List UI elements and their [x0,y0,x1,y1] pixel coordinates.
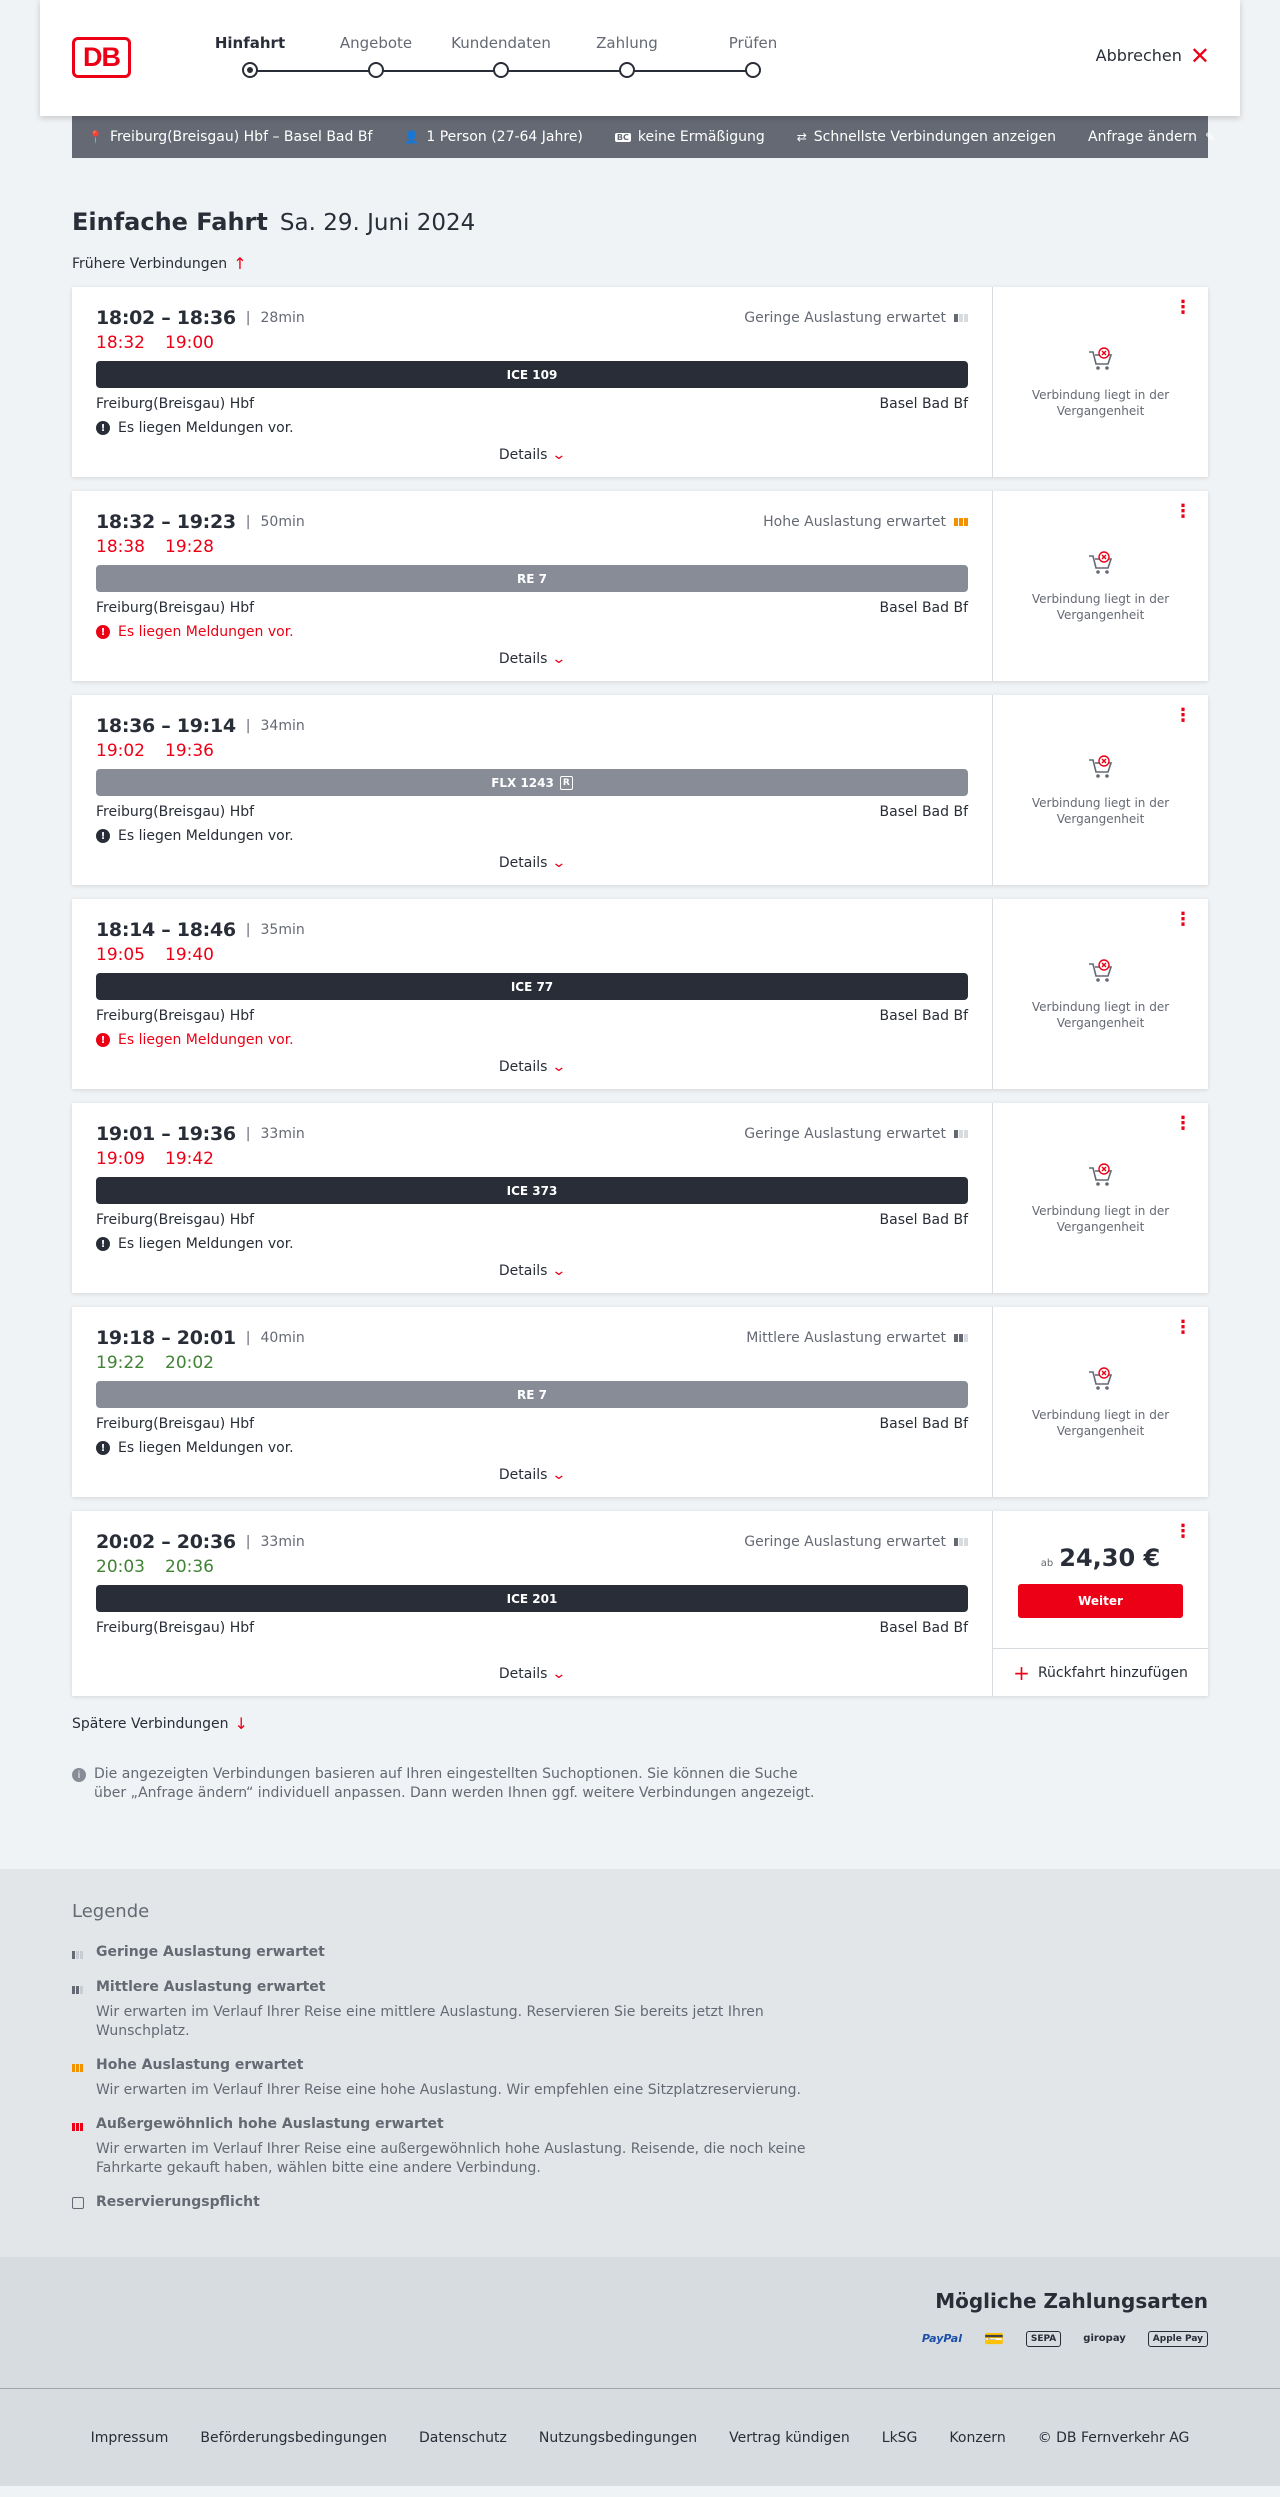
duration: 33min [260,1534,305,1550]
page-title: Einfache Fahrt [72,208,268,236]
step-label: Hinfahrt [214,34,286,52]
cart-unavailable-icon [1086,957,1116,987]
cart-unavailable-icon [1086,345,1116,375]
alert-icon: ! [96,625,110,639]
plus-icon: + [1013,1660,1030,1685]
details-label: Details [498,1666,548,1682]
details-toggle[interactable] [72,1263,992,1279]
earlier-label: Frühere Verbindungen [72,255,228,272]
applepay-icon: Apple Pay [1148,2331,1208,2347]
continue-button[interactable]: Weiter [1018,1584,1183,1618]
later-label: Spätere Verbindungen [72,1715,229,1732]
chevron-down-icon: ⌄ [551,855,567,871]
scheduled-times: 18:36 – 19:14 [96,715,236,737]
origin-station: Freiburg(Breisgau) Hbf [96,396,255,412]
earlier-connections-link[interactable] [72,254,1208,273]
legend-item-desc: Wir erwarten im Verlauf Ihrer Reise eine mittlere Auslastung. Reservieren Sie bereits jetzt Ihren Wunschplatz. [96,2004,764,2039]
scheduled-times: 19:01 – 19:36 [96,1123,236,1145]
actual-departure: 19:05 [96,945,145,965]
actual-arrival: 19:42 [165,1149,214,1169]
footer-link-impressum[interactable]: Impressum [90,2429,169,2446]
details-toggle[interactable] [72,447,992,463]
train-bar[interactable] [96,361,968,388]
footer-link-nutzung[interactable]: Nutzungsbedingungen [538,2429,698,2446]
load-text: Hohe Auslastung erwartet [763,514,946,530]
persons-text: 1 Person (27-64 Jahre) [426,129,583,145]
chevron-down-icon: ⌄ [551,1666,567,1682]
actual-departure: 19:02 [96,741,145,761]
details-toggle[interactable] [72,1666,992,1682]
alert-icon: ! [96,829,110,843]
load-low-icon [954,1538,968,1546]
price-prefix: ab [1040,1557,1054,1569]
cart-unavailable-icon [1086,1161,1116,1191]
separator: | [245,514,251,530]
progress-steps [210,34,778,84]
load-indicator [744,1126,968,1142]
separator: | [245,922,251,938]
connection-card[interactable] [72,491,1208,681]
notice-text: Es liegen Meldungen vor. [118,1440,294,1456]
legend-item-low [72,1944,1208,1963]
footer [0,2388,1280,2486]
train-bar[interactable] [96,1177,968,1204]
footer-link-datenschutz[interactable]: Datenschutz [418,2429,507,2446]
origin-station: Freiburg(Breisgau) Hbf [96,600,255,616]
step-hinfahrt [190,34,310,78]
destination-station: Basel Bad Bf [879,1212,968,1228]
main-content [72,208,1208,1803]
payment-title: Mögliche Zahlungsarten [935,2289,1208,2313]
details-label: Details [498,1059,548,1075]
later-connections-link[interactable] [72,1714,1208,1733]
payment-methods [72,2329,1208,2348]
scheduled-times: 18:32 – 19:23 [96,511,236,533]
footer-link-kuendigen[interactable]: Vertrag kündigen [729,2429,850,2446]
destination-station: Basel Bad Bf [879,1620,968,1636]
actual-departure: 19:22 [96,1353,145,1373]
actual-arrival: 19:00 [165,333,214,353]
realtime-times [96,1149,968,1171]
connection-card[interactable] [72,1307,1208,1497]
legend-section [0,1869,1280,2257]
actual-arrival: 19:28 [165,537,214,557]
details-label: Details [498,651,548,667]
return-label: Rückfahrt hinzufügen [1037,1664,1188,1681]
sepa-icon: SEPA [1026,2331,1061,2347]
location-pin-icon: 📍 [88,130,103,144]
actual-arrival: 20:02 [165,1353,214,1373]
load-text: Mittlere Auslastung erwartet [746,1330,946,1346]
footer-link-befoerderung[interactable]: Beförderungsbedingungen [200,2429,387,2446]
details-label: Details [498,855,548,871]
more-options-icon[interactable]: ⋮ [1174,297,1192,318]
train-label: FLX 1243 [491,775,554,790]
actual-arrival: 19:40 [165,945,214,965]
more-options-icon[interactable]: ⋮ [1174,501,1192,522]
query-discount [615,129,765,145]
separator: | [245,310,251,326]
step-dot [242,62,258,78]
train-label: RE 7 [517,1387,547,1402]
footer-link-lksg[interactable]: LkSG [881,2429,918,2446]
payment-section [0,2257,1280,2388]
legend-item-title: Außergewöhnlich hohe Auslastung erwartet [96,2116,444,2132]
notice-message[interactable] [96,624,968,640]
bahncard-icon: BC [616,132,629,142]
creditcard-icon: 💳 [983,2329,1004,2348]
notice-message[interactable] [96,1032,968,1048]
notice-message[interactable] [96,1440,968,1456]
more-options-icon[interactable]: ⋮ [1174,1317,1192,1338]
legend-item-xhigh [72,2116,1208,2178]
step-kundendaten [441,34,561,78]
more-options-icon[interactable]: ⋮ [1174,909,1192,930]
past-connection-text: Verbindung liegt in der Vergangenheit [1031,1204,1170,1234]
duration: 50min [260,514,305,530]
chevron-down-icon: ⌄ [551,447,567,463]
load-extreme-icon [72,2123,83,2131]
step-zahlung [567,34,687,78]
cart-unavailable-icon [1086,1365,1116,1395]
actual-arrival: 19:36 [165,741,214,761]
discount-text: keine Ermäßigung [637,129,765,145]
load-low-icon [954,1130,968,1138]
load-mid-icon [954,1334,968,1342]
fastest-connections-link[interactable] [797,129,1056,145]
legend-item-desc: Wir erwarten im Verlauf Ihrer Reise eine außergewöhnlich hohe Auslastung. Reisende, die noch keine Fahrkarte gekauft haben, wählen bitte eine andere Verbindung. [96,2141,806,2176]
connection-card[interactable] [72,695,1208,885]
legend-item-reservation [72,2194,1208,2213]
step-label: Kundendaten [451,34,551,52]
connection-card[interactable] [72,287,1208,477]
cancel-label: Abbrechen [1095,46,1182,65]
separator: | [245,718,251,734]
price [1041,1544,1160,1572]
train-bar[interactable] [96,769,968,796]
alert-icon: ! [96,1441,110,1455]
more-options-icon[interactable]: ⋮ [1174,705,1192,726]
notice-message[interactable] [96,828,968,844]
connection-card[interactable] [72,899,1208,1089]
pencil-icon: ✎ [1205,130,1216,144]
actual-departure: 18:38 [96,537,145,557]
destination-station: Basel Bad Bf [879,1416,968,1432]
load-high-icon [72,2064,83,2072]
giropay-icon: giropay [1083,2333,1126,2344]
arrow-up-icon: ↑ [233,254,247,273]
load-low-icon [72,1951,83,1959]
step-dot [745,62,761,78]
past-connection-text: Verbindung liegt in der Vergangenheit [1031,1000,1170,1030]
cart-unavailable-icon [1086,753,1116,783]
details-label: Details [498,1263,548,1279]
notice-text: Es liegen Meldungen vor. [118,828,294,844]
duration: 34min [260,718,305,734]
load-text: Geringe Auslastung erwartet [744,1126,946,1142]
db-logo[interactable]: DB [72,37,131,78]
step-dot [619,62,635,78]
past-connection-text: Verbindung liegt in der Vergangenheit [1031,592,1170,622]
train-bar[interactable] [96,565,968,592]
notice-message[interactable] [96,1236,968,1252]
legend-item-desc: Wir erwarten im Verlauf Ihrer Reise eine hohe Auslastung. Wir empfehlen eine Sitzplatzreservierung. [96,2082,801,2098]
info-note [72,1765,832,1803]
details-toggle[interactable] [72,855,992,871]
legend-item-title: Mittlere Auslastung erwartet [96,1979,326,1995]
legend-item-mid [72,1979,1208,2041]
reservation-icon: R [560,776,573,790]
realtime-times [96,741,968,763]
destination-station: Basel Bad Bf [879,804,968,820]
step-label: Angebote [339,34,413,52]
train-label: ICE 109 [506,367,558,382]
details-toggle[interactable] [72,1467,992,1483]
chevron-down-icon: ⌄ [551,1467,567,1483]
origin-station: Freiburg(Breisgau) Hbf [96,1620,255,1636]
notice-text: Es liegen Meldungen vor. [118,1236,294,1252]
duration: 40min [260,1330,305,1346]
reservation-icon [72,2197,84,2209]
scheduled-times: 18:14 – 18:46 [96,919,236,941]
actual-arrival: 20:36 [165,1557,214,1577]
load-high-icon [954,518,968,526]
footer-link-konzern[interactable]: Konzern [949,2429,1006,2446]
actual-departure: 20:03 [96,1557,145,1577]
alert-icon: ! [96,421,110,435]
load-low-icon [954,314,968,322]
realtime-times [96,1557,968,1579]
load-mid-icon [72,1986,83,1994]
load-indicator [763,514,968,530]
duration: 35min [260,922,305,938]
load-text: Geringe Auslastung erwartet [744,310,946,326]
separator: | [245,1330,251,1346]
query-bar [72,116,1216,158]
legend-title: Legende [72,1901,150,1922]
details-label: Details [498,1467,548,1483]
load-indicator [744,310,968,326]
page-title-row [72,208,1208,236]
origin-station: Freiburg(Breisgau) Hbf [96,804,255,820]
arrow-down-icon: ↓ [234,1714,248,1733]
legend-item-title: Geringe Auslastung erwartet [96,1944,325,1960]
more-options-icon[interactable]: ⋮ [1174,1521,1192,1542]
connection-card[interactable] [72,1511,1208,1696]
connection-card[interactable] [72,1103,1208,1293]
destination-station: Basel Bad Bf [879,396,968,412]
step-pruefen [693,34,813,78]
train-label: ICE 201 [506,1591,558,1606]
add-return-button[interactable] [993,1648,1208,1696]
details-toggle[interactable] [72,1059,992,1075]
info-text: Die angezeigten Verbindungen basieren auf Ihren eingestellten Suchoptionen. Sie können die Suche über „Anfrage ändern“ individuell anpassen. Dann werden Ihnen ggf. weitere Verbindungen angezeigt. [94,1766,815,1801]
actual-departure: 18:32 [96,333,145,353]
scheduled-times: 19:18 – 20:01 [96,1327,236,1349]
realtime-times [96,945,968,967]
legend-item-high [72,2057,1208,2100]
realtime-times [96,1353,968,1375]
footer-copyright: © DB Fernverkehr AG [1037,2429,1190,2446]
train-bar[interactable] [96,973,968,1000]
swap-arrows-icon: ⇄ [796,130,807,144]
info-icon: i [72,1768,86,1782]
past-connection-text: Verbindung liegt in der Vergangenheit [1031,1408,1170,1438]
actual-departure: 19:09 [96,1149,145,1169]
realtime-times [96,537,968,559]
more-options-icon[interactable]: ⋮ [1174,1113,1192,1134]
close-icon: ✕ [1189,41,1210,70]
notice-text: Es liegen Meldungen vor. [118,1032,294,1048]
notice-text: Es liegen Meldungen vor. [118,624,294,640]
details-label: Details [498,447,548,463]
change-text: Anfrage ändern [1088,129,1198,145]
past-connection-text: Verbindung liegt in der Vergangenheit [1031,388,1170,418]
alert-icon: ! [96,1033,110,1047]
train-label: ICE 373 [506,1183,558,1198]
chevron-down-icon: ⌄ [551,651,567,667]
scheduled-times: 18:02 – 18:36 [96,307,236,329]
paypal-icon: PayPal [921,2332,962,2345]
step-dot [493,62,509,78]
separator: | [245,1534,251,1550]
duration: 28min [260,310,305,326]
train-label: ICE 77 [510,979,554,994]
query-route [88,129,372,145]
step-label: Prüfen [728,34,778,52]
origin-station: Freiburg(Breisgau) Hbf [96,1416,255,1432]
details-toggle[interactable] [72,651,992,667]
load-indicator [746,1330,968,1346]
connection-list [72,287,1208,1696]
destination-station: Basel Bad Bf [879,1008,968,1024]
notice-message[interactable] [96,420,968,436]
separator: | [245,1126,251,1142]
step-label: Zahlung [596,34,658,52]
duration: 33min [260,1126,305,1142]
price-value: 24,30 € [1059,1543,1161,1572]
chevron-down-icon: ⌄ [551,1059,567,1075]
origin-station: Freiburg(Breisgau) Hbf [96,1212,255,1228]
query-persons [404,129,583,145]
legend-item-title: Hohe Auslastung erwartet [96,2057,304,2073]
alert-icon: ! [96,1237,110,1251]
header [40,0,1240,116]
past-connection-text: Verbindung liegt in der Vergangenheit [1031,796,1170,826]
train-bar[interactable] [96,1381,968,1408]
fastest-text: Schnellste Verbindungen anzeigen [813,129,1057,145]
origin-station: Freiburg(Breisgau) Hbf [96,1008,255,1024]
route-text: Freiburg(Breisgau) Hbf – Basel Bad Bf [109,129,373,145]
train-bar[interactable] [96,1585,968,1612]
cancel-button[interactable] [1095,41,1210,70]
chevron-down-icon: ⌄ [551,1263,567,1279]
train-label: RE 7 [517,571,547,586]
step-dot [368,62,384,78]
step-angebote [316,34,436,78]
destination-station: Basel Bad Bf [879,600,968,616]
legend-item-title: Reservierungspflicht [96,2194,260,2210]
person-icon: 👤 [404,130,420,144]
scheduled-times: 20:02 – 20:36 [96,1531,236,1553]
load-indicator [744,1534,968,1550]
cart-unavailable-icon [1086,549,1116,579]
travel-date: Sa. 29. Juni 2024 [279,210,476,236]
change-query-button[interactable] [1088,129,1215,145]
notice-text: Es liegen Meldungen vor. [118,420,294,436]
realtime-times [96,333,968,355]
load-text: Geringe Auslastung erwartet [744,1534,946,1550]
